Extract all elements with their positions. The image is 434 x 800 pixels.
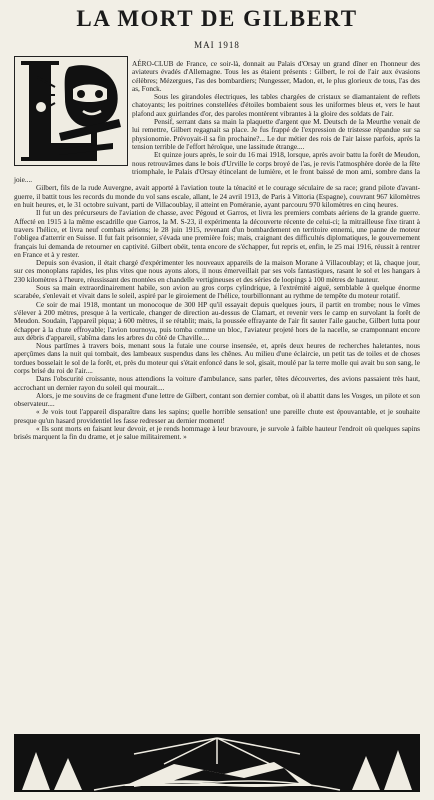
- date-line: MAI 1918: [194, 40, 240, 50]
- paragraph: Depuis son évasion, il était chargé d'expérimenter les nouveaux appareils de la maison Morane à Villacoublay; et là, chaque jour, sur ces monoplans rapides, les plus vites que nous ayons alors, il nous émerveillait par ses vols fantastiques, rasant le sol et les hangars à 230 kilomètres à l'heure, réussissant des montées en chandelle vertigineuses et des séries de loopings à 100 mètres de hauteur.: [14, 259, 420, 284]
- paragraph: Dans l'obscurité croissante, nous attendions la voiture d'ambulance, sans parler, têtes découvertes, des avions passaient très haut, accrochant un dernier rayon du soleil qui mourait....: [14, 375, 420, 392]
- article-body: [14, 60, 420, 442]
- paragraph: Ce soir de mai 1918, montant un monocoque de 300 HP qu'il essayait depuis quelques jours, il partit en trombe; nous le vîmes s'élever à 200 mètres, presque à la verticale, changer de direction au-dessus de Clamart, et revenir vers le camp en survolant la forêt de Meudon. Soudain, l'appareil piqua; à 600 mètres, il se rétablit; mais, la poussée effrayante de l'air fit sauter l'aile gauche, Gilbert lutta pour échapper à la chute effroyable; l'avion tournoya, puis tomba comme un bloc, l'aviateur projeté hors de la nacelle, se cramponnant encore aux débris d'appareil, s'abîma dans les arbres du côté de Chaville....: [14, 300, 420, 342]
- paragraph: Alors, je me souvins de ce fragment d'une lettre de Gilbert, contant son dernier combat, où il abattit dans les Vosges, un pilote et son observateur....: [14, 391, 420, 409]
- paragraph: Nous partîmes à travers bois, menant sous la futaie une course insensée, et, après deux heures de recherches haletantes, nous aperçûmes dans la nuit qui tombait, des lambeaux suspendus dans les chênes. Au milieu d'une éclaircie, un petit tas de toiles et de choses tordues bosselait le sol de la forêt, et, près du moteur qui s'était enfoncé dans le sol, gisait, moulé par la terre molle qui avait bu son sang, le corps brisé du roi de l'air....: [14, 342, 420, 375]
- paragraph: « Ils sont morts en faisant leur devoir, et je rends hommage à leur bravoure, je survole à faible hauteur l'endroit où quelques sapins brisés marquent la fin du drame, et je salue militairement. »: [14, 425, 420, 442]
- paragraph: Pensif, serrant dans sa main la plaquette d'argent que M. Deutsch de la Meurthe venait de lui remettre, Gilbert regagnait sa place. Je fus frappé de l'expression de tristesse répandue sur sa physionomie. Prévoyait-il sa fin prochaine?... Le dur métier des rois de l'air laisse parfois, après la tension terrible de l'effort héroïque, une lassitude étrange....: [132, 118, 420, 151]
- paragraph: Il fut un des précurseurs de l'aviation de chasse, avec Pégoud et Garros, et livra les premiers combats aériens de la grande guerre. Affecté en 1915 à la même escadrille que Garros, la M. S-23, il expérimenta la découverte récente de celui-ci; la mitrailleuse fixe tirant à travers l'hélice, et livra neuf combats aériens; le 28 juin 1915, revenant d'un bombardement en territoire ennemi, une panne de moteur l'obligea d'atterrir en Suisse. Il fut fait prisonnier, s'évada une première fois; mais, craignant des difficultés diplomatiques, le gouvernement français lui demanda de retourner en captivité. Gilbert obéit, tenta encore de s'échapper, fut repris et, enfin, le 25 mai 1916, réussit à rentrer en France et à y rester.: [14, 209, 420, 259]
- paragraph: Gilbert, fils de la rude Auvergne, avait apporté à l'aviation toute la ténacité et le courage séculaire de sa race; grand pilote d'avant-guerre, il battit tous les records du monde du vol sans escale, allant, le 24 avril 1913, de Paris à Vittoria (Espagne), couvrant 967 kilomètres en huit heures, et, le 31 octobre suivant, parti de Villacoublay, il atteint en Poméranie, ayant parcouru 970 kilomètres en cinq heures.: [14, 184, 420, 210]
- page-title: LA MORT DE GILBERT: [76, 6, 358, 31]
- footer-woodcut: [14, 734, 420, 792]
- initial-spacer: [14, 60, 132, 168]
- paragraph: AÉRO-CLUB de France, ce soir-là, donnait au Palais d'Orsay un grand dîner en l'honneur des aviateurs évadés d'Allemagne. Tous les as étaient présents : Gilbert, le roi de l'air aux évasions célèbres; Mézergues, l'as des bombardiers; Nungesser, Madon, et, le plus glorieux de tous, l'as des as, Fonck.: [132, 60, 420, 93]
- paragraph: Sous sa main extraordinairement habile, son avion au gros corps cylindrique, à l'extrémité aiguë, semblable à quelque énorme scarabée, s'enlevait et vivait dans le soleil, aspiré par le giroiement de l'hélice, tourbillonnant au rythme de tempête du moteur rotatif.: [14, 284, 420, 301]
- paragraph: Et quinze jours après, le soir du 16 mai 1918, lorsque, après avoir battu la forêt de Meudon, nous retrouvâmes dans le bois d'Urville le corps broyé de l'as, je revis l'atmosphère dorée de la fête triomphale, le Palais d'Orsay étincelant de lumière, et le front baissé de mon ami, sombre dans la joie....: [14, 151, 420, 185]
- paragraph: Sous les girandoles électriques, les tables chargées de cristaux se diamantaient de reflets chatoyants; les poitrines constellées d'étoiles bombaient sous les uniformes bleus et, vers le haut plafond aux guirlandes d'or, des paroles montèrent vibrantes à la gloire des soldats de l'air.: [132, 93, 420, 118]
- paragraph: « Je vois tout l'appareil disparaître dans les sapins; quelle horrible sensation! une pareille chute est épouvantable, et je souhaite presque qu'un hasard providentiel les fasse redresser au dernier moment!: [14, 408, 420, 425]
- woodcut-crash-illustration: [14, 734, 420, 792]
